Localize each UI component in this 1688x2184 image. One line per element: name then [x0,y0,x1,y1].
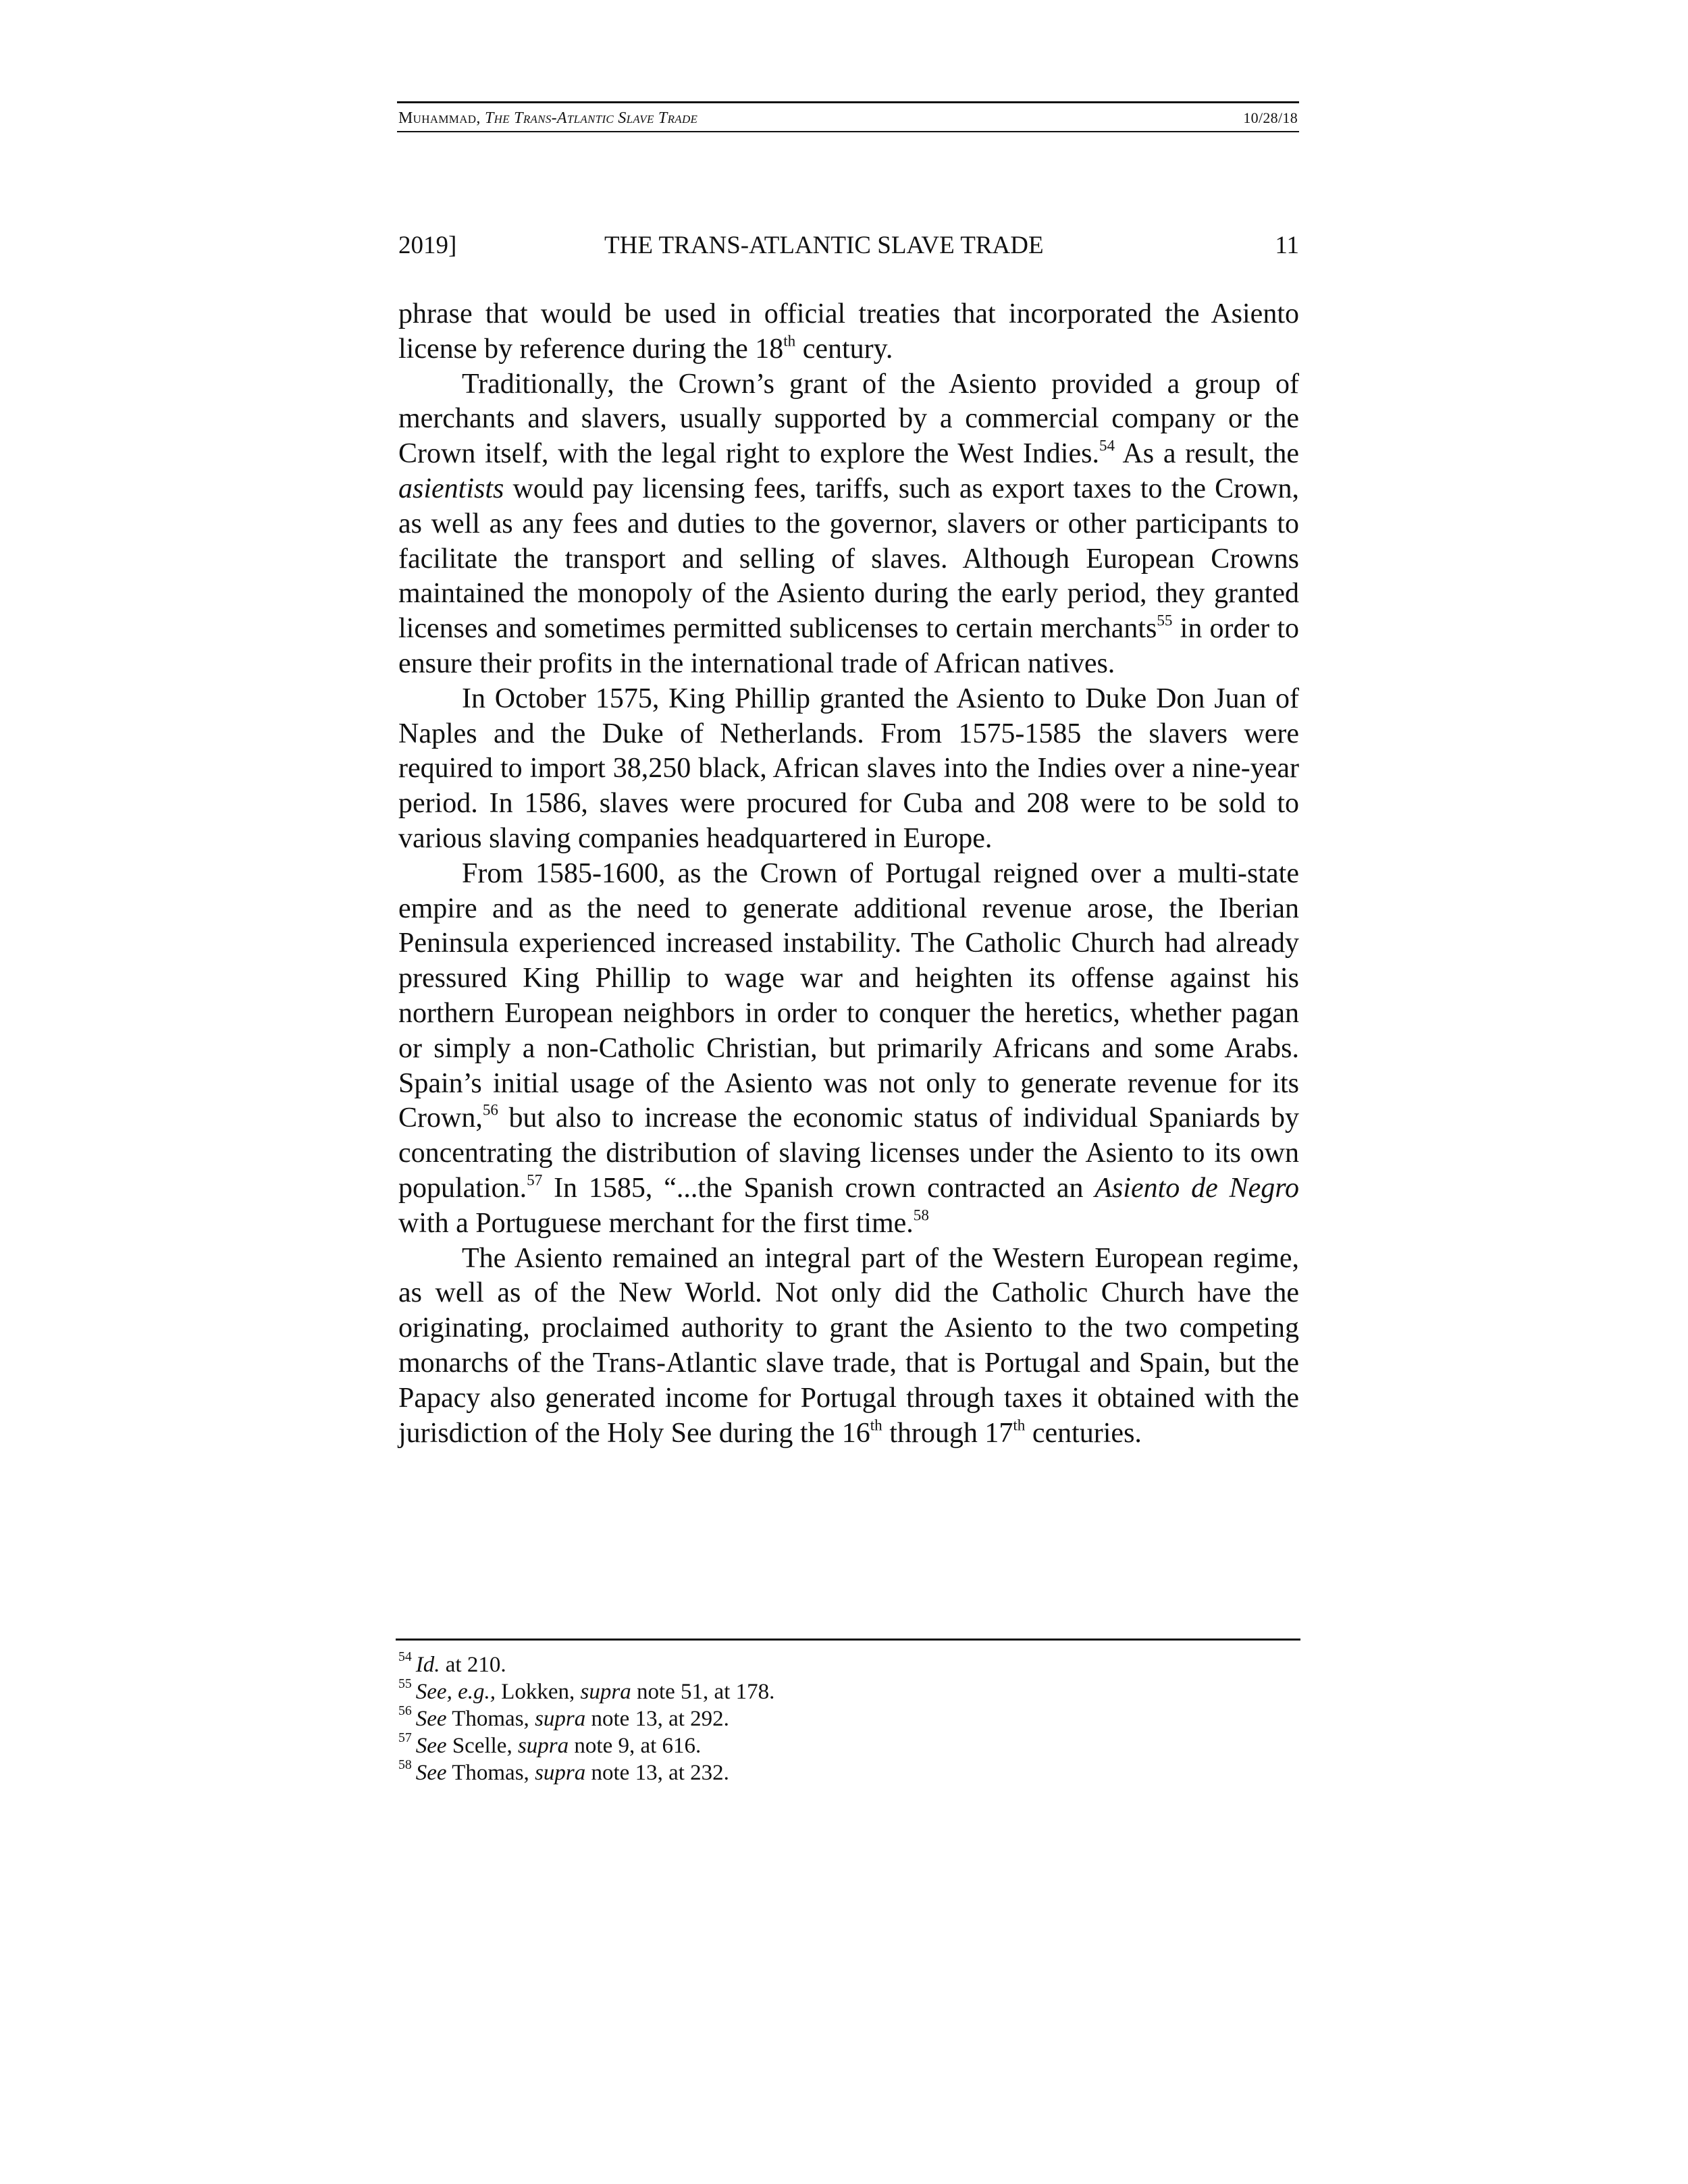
text-run: with a Portuguese merchant for the first time. [398,1207,914,1239]
citation-signal: See [415,1734,447,1758]
footnote-divider [396,1639,1300,1641]
text-run: through 17 [882,1417,1013,1449]
paragraph-3: In October 1575, King Phillip granted the Asiento to Duke Don Juan of Naples and the Duke of Netherlands. From 1575-1585 the slavers were required to import 38,250 black, African slaves into the Indies over a nine-year period. In 1586, slaves were procured for Cuba and 208 were to be sold to various slaving companies headquartered in Europe. [398,683,1299,854]
citation-text: note 13, at 232. [585,1761,729,1785]
citation-signal: supra [517,1734,569,1758]
paragraph-2 [398,367,1299,682]
footnote-58 [398,1759,1299,1786]
running-header-title: The Trans-Atlantic Slave Trade [484,109,698,127]
footnote-54 [398,1651,1299,1678]
footnote-marker-57[interactable]: 57 [527,1171,543,1189]
paragraph-4 [398,857,1299,1242]
volume-year: 2019] [398,232,457,259]
text-run: in order to ensure their profits in the international trade of African natives. [398,613,1300,679]
running-header [397,101,1299,132]
running-header-date: 10/28/18 [1243,109,1298,126]
citation-signal: Id. [415,1653,440,1677]
footnote-marker-54[interactable]: 54 [1099,436,1115,454]
ordinal-suffix: th [870,1416,882,1434]
citation-text: Lokken, [495,1680,581,1704]
citation-text: note 13, at 292. [585,1707,729,1731]
text-run: century. [795,333,893,365]
text-run: centuries. [1025,1417,1142,1449]
citation-text: note 51, at 178. [631,1680,775,1704]
citation-signal: See [415,1761,447,1785]
footnote-marker-55[interactable]: 55 [1157,611,1173,629]
citation-signal: See [415,1707,447,1731]
footnote-number: 56 [398,1703,412,1719]
text-run: The Asiento remained an integral part of the Western European regime, as well as of the New World. Not only did the Catholic Church have the originating, proclaimed authority to grant the Asiento to the two competing monarchs of the Trans-Atlantic slave trade, that is Portugal and Spain, but the Papacy also generated income for Portugal through taxes it obtained with the jurisdiction of the Holy See during the 16 [398,1242,1299,1449]
citation-signal: See, e.g., [415,1680,496,1704]
footnote-57 [398,1732,1299,1759]
running-header-author [398,109,697,128]
citation-signal: supra [535,1707,586,1731]
footnote-number: 55 [398,1676,412,1692]
footnote-marker-58[interactable]: 58 [913,1206,929,1224]
text-run: but also to increase the economic status of individual Spaniards by concentrating the distribution of slaving licenses under the Asiento to its own population. [398,1102,1299,1204]
ordinal-suffix: th [783,331,796,350]
paragraph-1 [398,297,1299,367]
citation-text: note 9, at 616. [569,1734,702,1758]
footnote-number: 58 [398,1757,412,1773]
page-number: 11 [1275,232,1299,259]
text-run: Traditionally, the Crown’s grant of the Asiento provided a group of merchants and slavers, usually supported by a commercial company or the Crown itself, with the legal right to explore the West Indies. [398,368,1299,470]
article-short-title: THE TRANS-ATLANTIC SLAVE TRADE [604,232,1044,259]
italic-term: asientists [398,473,504,504]
citation-signal: supra [535,1761,586,1785]
citation-text: at 210. [440,1653,506,1677]
text-run: From 1585-1600, as the Crown of Portugal reigned over a multi-state empire and as the need to generate additional revenue arose, the Iberian Peninsula experienced increased instability. The Catholic Church had already pressured King Phillip to wage war and heighten its offense against his northern European neighbors in order to conquer the heretics, whether pagan or simply a non-Catholic Christian, but primarily Africans and some Arabs. Spain’s initial usage of the Asiento was not only to generate revenue for its Crown, [398,857,1299,1134]
ordinal-suffix: th [1013,1416,1026,1434]
page-header [398,231,1299,265]
citation-text: Scelle, [446,1734,518,1758]
text-run: In 1585, “...the Spanish crown contracted an [542,1172,1095,1204]
citation-signal: supra [580,1680,631,1704]
text-run: phrase that would be used in official treaties that incorporated the Asiento license by reference during the 18 [398,298,1299,365]
footnote-number: 54 [398,1649,412,1665]
footnote-56 [398,1705,1299,1732]
citation-text: Thomas, [446,1707,535,1731]
footnote-55 [398,1678,1299,1705]
body-text [398,297,1299,1451]
footnote-marker-56[interactable]: 56 [482,1101,498,1119]
text-run: As a result, the [1115,438,1299,470]
italic-term: Asiento de Negro [1094,1172,1299,1204]
citation-text: Thomas, [446,1761,535,1785]
footnotes [398,1651,1299,1786]
footnote-number: 57 [398,1730,412,1746]
author-name: Muhammad, [398,109,481,127]
text-run: would pay licensing fees, tariffs, such as export taxes to the Crown, as well as any fees and duties to the governor, slavers or other participants to facilitate the transport and selling of slaves. Although European Crowns maintained the monopoly of the Asiento during the early period, they granted licenses and sometimes permitted sublicenses to certain merchants [398,473,1299,645]
paragraph-5 [398,1242,1299,1451]
